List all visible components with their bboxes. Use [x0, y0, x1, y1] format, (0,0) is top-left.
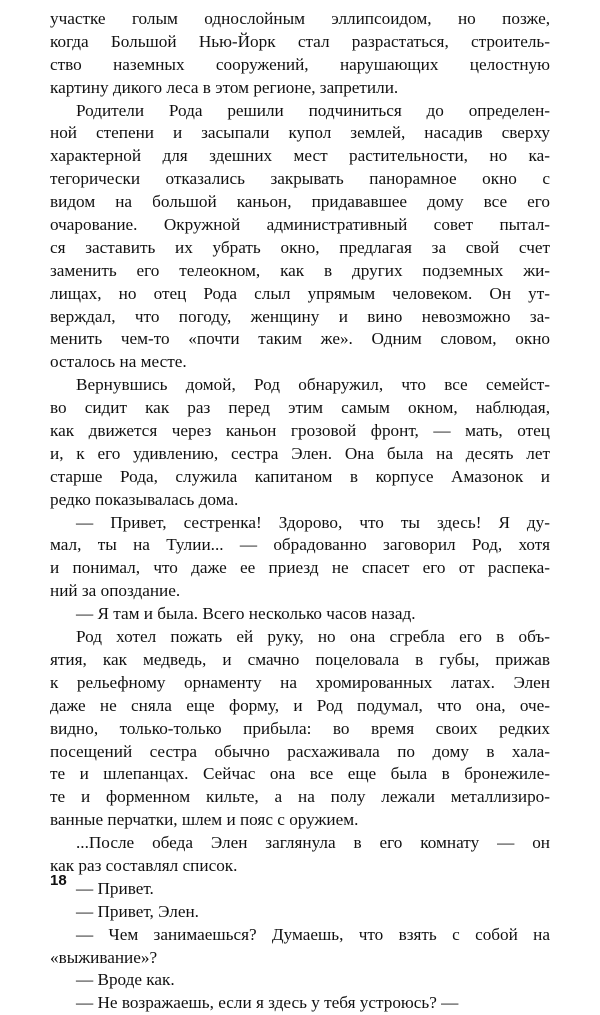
paragraph [50, 512, 550, 604]
text-line: ...После обеда Элен заглянула в его комнату — он [76, 833, 550, 853]
text-line: даже не сняла еще форму, и Род подумал, что она, оче- [50, 695, 550, 715]
text-body [50, 8, 550, 1015]
text-line: к рельефному орнаменту на хромированных латах. Элен [50, 672, 550, 692]
text-line: «выживание»? [50, 947, 158, 967]
text-line: и, к его удивлению, сестра Элен. Она была на десять лет [50, 443, 550, 463]
text-line: ной степени и засыпали купол землей, насадив сверху [50, 123, 550, 143]
text-line: менить чем-то «почти таким же». Одним словом, окно [50, 329, 550, 349]
text-line: характерной для здешних мест растительности, но ка- [50, 146, 550, 166]
text-line: осталось на месте. [50, 352, 187, 372]
text-line: те и шлепанцах. Сейчас она все еще была в бронежиле- [50, 764, 550, 784]
text-line: посещений сестра обычно расхаживала по дому в хала- [50, 741, 550, 761]
paragraph [50, 969, 550, 992]
text-line: во сидит как раз перед этим самым окном, наблюдая, [50, 398, 550, 418]
paragraph [50, 878, 550, 901]
paragraph [50, 832, 550, 878]
text-line: участке голым однослойным эллипсоидом, но позже, [50, 9, 550, 28]
text-line: — Привет, сестренка! Здорово, что ты здесь! Я ду- [76, 512, 550, 532]
text-line: заменить его телеокном, как в других подземных жи- [50, 260, 550, 280]
text-line: ний за опоздание. [50, 581, 181, 601]
paragraph [50, 924, 550, 970]
text-line: — Не возражаешь, если я здесь у тебя устроюсь? — [76, 993, 459, 1013]
text-line: Родители Рода решили подчиниться до определен- [76, 100, 550, 120]
text-line: лищах, но отец Рода слыл упрямым человеком. Он ут- [50, 283, 550, 303]
text-line: — Привет, Элен. [76, 901, 199, 921]
text-line: — Чем занимаешься? Думаешь, что взять с собой на [76, 924, 550, 944]
paragraph [50, 8, 550, 100]
text-line: ятия, как медведь, и смачно поцеловала в губы, прижав [50, 649, 550, 669]
text-line: Род хотел пожать ей руку, но она сгребла его в объ- [76, 627, 550, 647]
paragraph [50, 901, 550, 924]
text-line: Вернувшись домой, Род обнаружил, что все семейст- [76, 375, 550, 395]
text-line: ство наземных сооружений, нарушающих целостную [50, 54, 550, 74]
text-line: как раз составлял список. [50, 855, 238, 875]
page-number: 18 [50, 872, 67, 889]
text-line: как движется через каньон грозовой фронт, — мать, отец [50, 421, 550, 441]
text-line: — Привет. [76, 878, 154, 898]
text-line: верждал, что погоду, женщину и вино невозможно за- [50, 306, 550, 326]
paragraph [50, 626, 550, 832]
paragraph [50, 374, 550, 511]
text-line: ванные перчатки, шлем и пояс с оружием. [50, 810, 359, 830]
text-line: видом на большой каньон, придававшее дому все его [50, 192, 550, 212]
text-line: редко показывалась дома. [50, 489, 239, 509]
text-line: — Я там и была. Всего несколько часов назад. [76, 604, 416, 624]
text-line: те и форменном кильте, а на полу лежали металлизиро- [50, 787, 550, 807]
text-line: тегорически отказались закрывать панорамное окно с [50, 169, 550, 189]
text-line: когда Большой Нью-Йорк стал разрастаться, строитель- [50, 31, 550, 51]
text-line: мал, ты на Тулии... — обрадованно заговорил Род, хотя [50, 535, 550, 555]
paragraph [50, 992, 550, 1015]
text-line: картину дикого леса в этом регионе, запретили. [50, 77, 399, 97]
paragraph [50, 100, 550, 375]
text-line: и понимал, что даже ее приезд не спасет его от распека- [50, 558, 550, 578]
text-line: видно, только-только прибыла: во время своих редких [50, 718, 550, 738]
text-line: — Вроде как. [76, 970, 175, 990]
text-line: старше Рода, служила капитаном в корпусе Амазонок и [50, 466, 550, 486]
paragraph [50, 603, 550, 626]
text-line: очарование. Окружной административный совет пытал- [50, 215, 550, 235]
text-line: ся заставить их убрать окно, предлагая за свой счет [50, 237, 550, 257]
